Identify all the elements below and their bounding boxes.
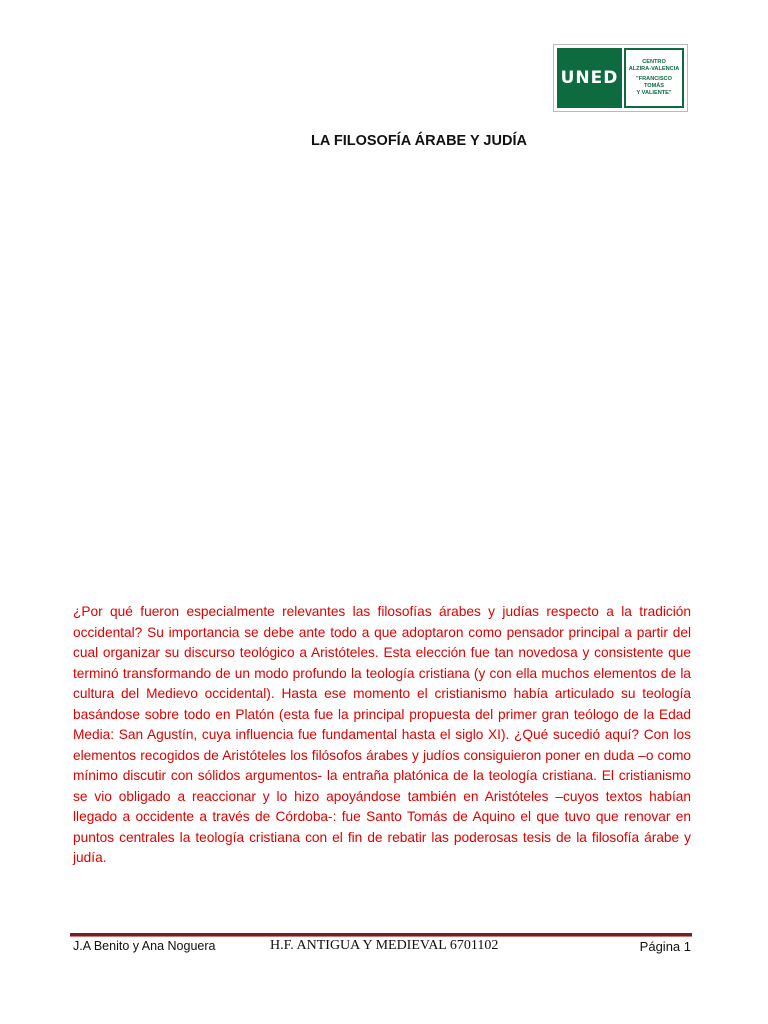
- body-paragraph: ¿Por qué fueron especialmente relevantes las filosofías árabes y judías respecto a la tradición occidental? Su importancia se debe ante todo a que adoptaron como pensador principal a partir del cual organizar su discurso teológico a Aristóteles. Esta elección fue tan novedosa y consistente que terminó transformando de un modo profundo la teología cristiana (y con ella muchos elementos de la cultura del Medievo occidental). Hasta ese momento el cristianismo había articulado su teología basándose sobre todo en Platón (esta fue la principal propuesta del primer gran teólogo de la Edad Media: San Agustín, cuya influencia fue fundamental hasta el siglo XI). ¿Qué sucedió aquí? Con los elementos recogidos de Aristóteles los filósofos árabes y judíos consiguieron poner en duda –o como mínimo discutir con sólidos argumentos- la entraña platónica de la teología cristiana. El cristianismo se vio obligado a reaccionar y lo hizo apoyándose también en Aristóteles –cuyos textos habían llegado a occidente a través de Córdoba-: fue Santo Tomás de Aquino el que tuvo que renovar en puntos centrales la teología cristiana con el fin de rebatir las poderosas tesis de la filosofía árabe y judía.: [73, 604, 691, 865]
- footer-course: H.F. ANTIGUA Y MEDIEVAL 6701102: [270, 938, 499, 953]
- logo-center-block: [624, 48, 684, 108]
- logo-line-2: ALZIRA-VALENCIA: [628, 66, 680, 72]
- footer-page-number: Página 1: [639, 939, 691, 954]
- logo-brand-text: UNED: [560, 68, 619, 88]
- logo-line-4: TOMÁS: [643, 83, 665, 89]
- logo-line-5: Y VALIENTE": [636, 90, 672, 96]
- footer-author: J.A Benito y Ana Noguera: [73, 939, 216, 953]
- logo-line-1: CENTRO: [642, 59, 666, 65]
- uned-logo: [553, 44, 688, 112]
- logo-line-3: "FRANCISCO: [636, 76, 672, 82]
- footer-divider: [70, 933, 692, 937]
- document-title: LA FILOSOFÍA ÁRABE Y JUDÍA: [311, 133, 527, 149]
- logo-brand-block: [557, 48, 622, 108]
